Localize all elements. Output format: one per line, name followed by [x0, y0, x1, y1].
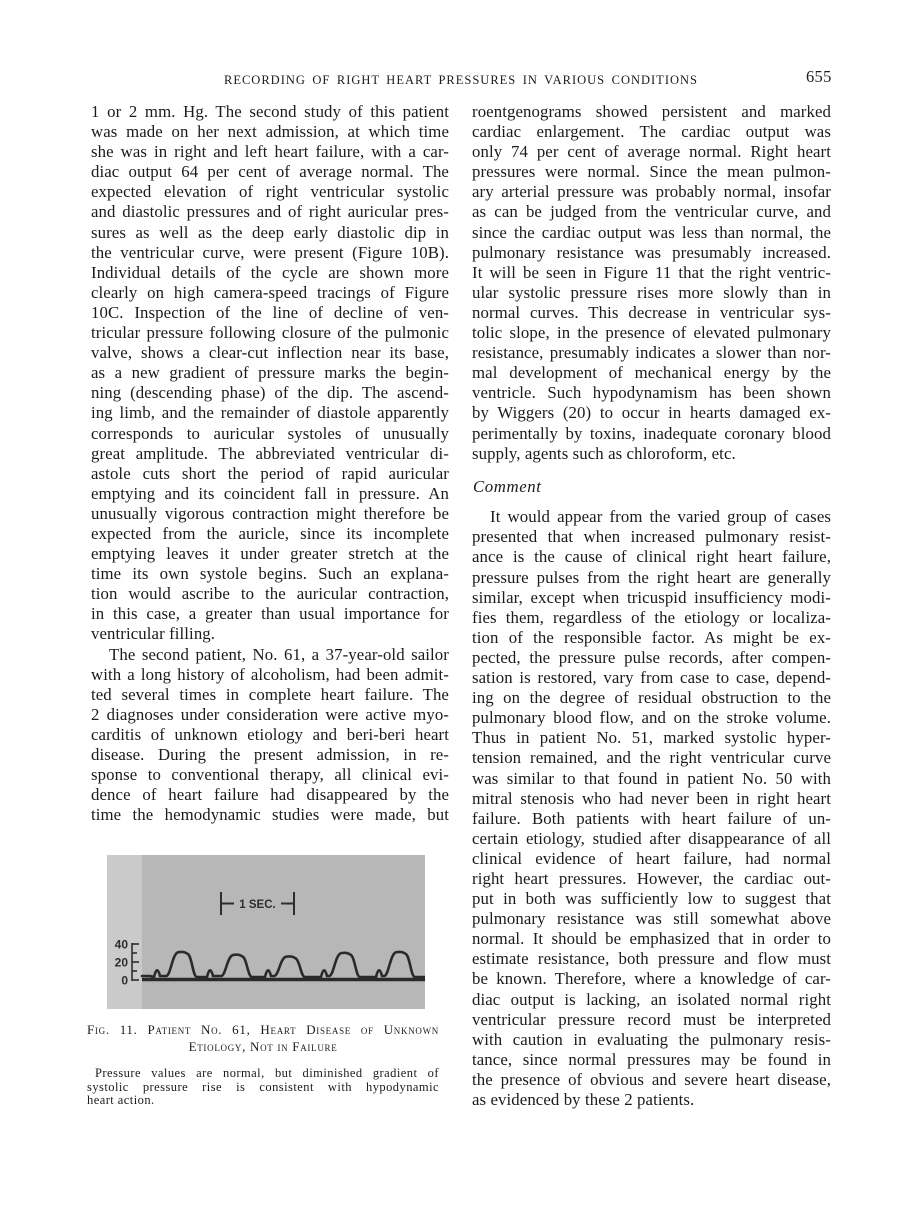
paragraph: [91, 645, 449, 826]
caption-title-text: Patient No. 61, Heart Disease of Unknown: [147, 1022, 439, 1037]
text-line: ning (descending phase) of the dip. The ascend-: [91, 383, 449, 403]
text-line: pulmonary resistance was presumably increased.: [472, 242, 831, 262]
text-line: time its own systole begins. Such an explana-: [91, 564, 449, 584]
text-line: ing limb, and the remainder of diastole apparently: [91, 403, 449, 423]
text-line: normal. It should be emphasized that in order to: [472, 929, 831, 949]
text-line: pulmonary resistance was still somewhat above: [472, 909, 831, 929]
text-line: tolic slope, in the presence of elevated pulmonary: [472, 323, 831, 343]
text-line: tension remained, and the right ventricular curve: [472, 748, 831, 768]
caption-title-line: [87, 1021, 439, 1038]
text-line: clinical evidence of heart failure, had normal: [472, 848, 831, 868]
pressure-tracing-image: [107, 855, 425, 1009]
text-line: ary arterial pressure was probably normal, insofar: [472, 182, 831, 202]
text-line: expected from the auricle, since its incomplete: [91, 523, 449, 543]
text-line: roentgenograms showed persistent and marked: [472, 102, 831, 121]
text-line: was made on her next admission, at which time: [91, 122, 449, 142]
text-line: resistance, presumably indicates a slower than nor-: [472, 343, 831, 363]
caption-line: heart action.: [87, 1093, 155, 1107]
text-line: as a new gradient of pressure marks the begin-: [91, 363, 449, 383]
paragraph: [472, 102, 831, 464]
text-line: clearly on high camera-speed tracings of Figure: [91, 282, 449, 302]
section-heading-comment: Comment: [473, 477, 542, 497]
text-line: dence of heart failure had disappeared by the: [91, 785, 449, 805]
text-line: failure. Both patients with heart failure of un-: [472, 808, 831, 828]
text-line: tion would ascribe to the auricular contraction,: [91, 584, 449, 604]
text-line: pected, the pressure pulse records, after compen-: [472, 647, 831, 667]
text-line: ventricular filling.: [91, 624, 216, 644]
text-line: with a long history of alcoholism, had been admit-: [91, 664, 449, 684]
text-line: as can be judged from the ventricular curve, and: [472, 202, 831, 222]
text-line: 10C. Inspection of the line of decline of ven-: [91, 302, 449, 322]
text-line: valve, shows a clear-cut inflection near its base,: [91, 343, 449, 363]
text-line: ance is the cause of clinical right heart failure,: [472, 547, 831, 567]
text-line: similar, except when tricuspid insufficiency modi-: [472, 587, 831, 607]
text-line: sation is restored, vary from case to case, depend-: [472, 668, 831, 688]
text-line: by Wiggers (20) to occur in hearts damaged ex-: [472, 403, 831, 423]
time-marker-label: 1 SEC.: [239, 899, 276, 911]
text-line: 2 diagnoses under consideration were active myo-: [91, 704, 449, 724]
text-line: Thus in patient No. 51, marked systolic hyper-: [472, 728, 831, 748]
text-line: right heart pressures. However, the cardiac out-: [472, 868, 831, 888]
page-number: 655: [806, 67, 832, 86]
figure-label: Fig. 11.: [87, 1022, 138, 1037]
text-line: mal development of mechanical energy by the: [472, 363, 831, 383]
right-column: [472, 102, 831, 1110]
text-line: diac output 64 per cent of average normal. The: [91, 162, 449, 182]
y-axis-label-20: 20: [114, 955, 128, 970]
text-line: emptying and its coincident fall in pressure. An: [91, 483, 449, 503]
figure-inner-background: [142, 855, 425, 1009]
text-line: fies them, regardless of the etiology or localiza-: [472, 607, 831, 627]
text-line: pulmonary blood flow, and on the stroke volume.: [472, 708, 831, 728]
text-line: be known. Therefore, where a knowledge of car-: [472, 969, 831, 989]
figure-caption: [87, 1021, 439, 1107]
text-line: normal curves. This decrease in ventricular sys-: [472, 302, 831, 322]
text-line: in this case, a greater than usual importance for: [91, 604, 449, 624]
text-line: Individual details of the cycle are shown more: [91, 262, 449, 282]
text-line: the presence of obvious and severe heart disease,: [472, 1069, 831, 1089]
left-column: [91, 102, 449, 825]
text-line: certain etiology, studied after disappearance of all: [472, 828, 831, 848]
text-line: tance, since normal pressures may be found in: [472, 1049, 831, 1069]
text-line: It will be seen in Figure 11 that the right ventric-: [472, 262, 831, 282]
caption-line: systolic pressure rise is consistent with hypodynamic: [87, 1079, 439, 1094]
text-line: astole cuts short the period of rapid auricular: [91, 463, 449, 483]
caption-line: Pressure values are normal, but diminished gradient of: [95, 1066, 439, 1080]
text-line: tion of the responsible factor. As might be ex-: [472, 627, 831, 647]
text-line: sures as well as the deep early diastolic dip in: [91, 222, 449, 242]
y-axis-label-40: 40: [114, 937, 128, 952]
text-line: mitral stenosis who had never been in right heart: [472, 788, 831, 808]
caption-body: [87, 1067, 439, 1108]
text-line: pressures were normal. Since the mean pulmon-: [472, 162, 831, 182]
text-line: cardiac enlargement. The cardiac output was: [472, 122, 831, 142]
text-line: ular systolic pressure rises more slowly than in: [472, 282, 831, 302]
text-line: with caution in evaluating the pulmonary resis-: [472, 1029, 831, 1049]
text-line: great amplitude. The abbreviated ventricular di-: [91, 443, 449, 463]
text-line: the ventricular curve, were present (Figure 10B).: [91, 242, 449, 262]
text-line: perimentally by toxins, inadequate coronary blood: [472, 423, 831, 443]
text-line: sponse to conventional therapy, all clinical evi-: [91, 765, 449, 785]
text-line: ventricular pressure record must be interpreted: [472, 1009, 831, 1029]
text-line: ted several times in complete heart failure. The: [91, 684, 449, 704]
paragraph: [91, 102, 449, 645]
text-line: disease. During the present admission, in re-: [91, 745, 449, 764]
text-line: unusually vigorous contraction might therefore be: [91, 503, 449, 523]
text-line: since the cardiac output was less than normal, the: [472, 222, 831, 242]
text-line: she was in right and left heart failure, with a car-: [91, 142, 449, 162]
y-axis-label-0: 0: [121, 973, 128, 988]
text-line: only 74 per cent of average normal. Right heart: [472, 142, 831, 162]
text-line: ventricle. Such hypodynamism has been shown: [472, 383, 831, 403]
text-line: as evidenced by these 2 patients.: [472, 1090, 695, 1109]
caption-title: [87, 1021, 439, 1055]
text-line: corresponds to auricular systoles of unusually: [91, 423, 449, 443]
figure-11-pressure-tracing: [107, 855, 425, 1009]
text-line: expected elevation of right ventricular systolic: [91, 182, 449, 202]
text-line: pressure pulses from the right heart are generally: [472, 567, 831, 587]
text-line: diac output is lacking, an isolated normal right: [472, 989, 831, 1009]
text-line: tricular pressure following closure of the pulmonic: [91, 323, 449, 343]
paragraph: [472, 507, 831, 1110]
text-line: 1 or 2 mm. Hg. The second study of this patient: [91, 102, 449, 121]
text-line: time the hemodynamic studies were made, but: [91, 805, 449, 825]
running-title: RECORDING OF RIGHT HEART PRESSURES IN VARIOUS CONDITIONS: [224, 73, 698, 87]
text-line: It would appear from the varied group of cases: [490, 507, 831, 527]
text-line: The second patient, No. 61, a 37-year-old sailor: [109, 644, 449, 664]
text-line: supply, agents such as chloroform, etc.: [472, 443, 736, 463]
text-line: ing on the degree of residual obstruction to the: [472, 688, 831, 708]
caption-title-line: Etiology, Not in Failure: [188, 1039, 338, 1054]
text-line: carditis of unknown etiology and beri-beri heart: [91, 724, 449, 744]
text-line: and diastolic pressures and of right auricular pres-: [91, 202, 449, 222]
text-line: emptying leaves it under greater stretch at the: [91, 544, 449, 564]
text-line: presented that when increased pulmonary resist-: [472, 527, 831, 547]
text-line: was similar to that found in patient No. 50 with: [472, 768, 831, 788]
text-line: put in both was sufficiently low to suggest that: [472, 889, 831, 909]
text-line: estimate resistance, both pressure and flow must: [472, 949, 831, 969]
